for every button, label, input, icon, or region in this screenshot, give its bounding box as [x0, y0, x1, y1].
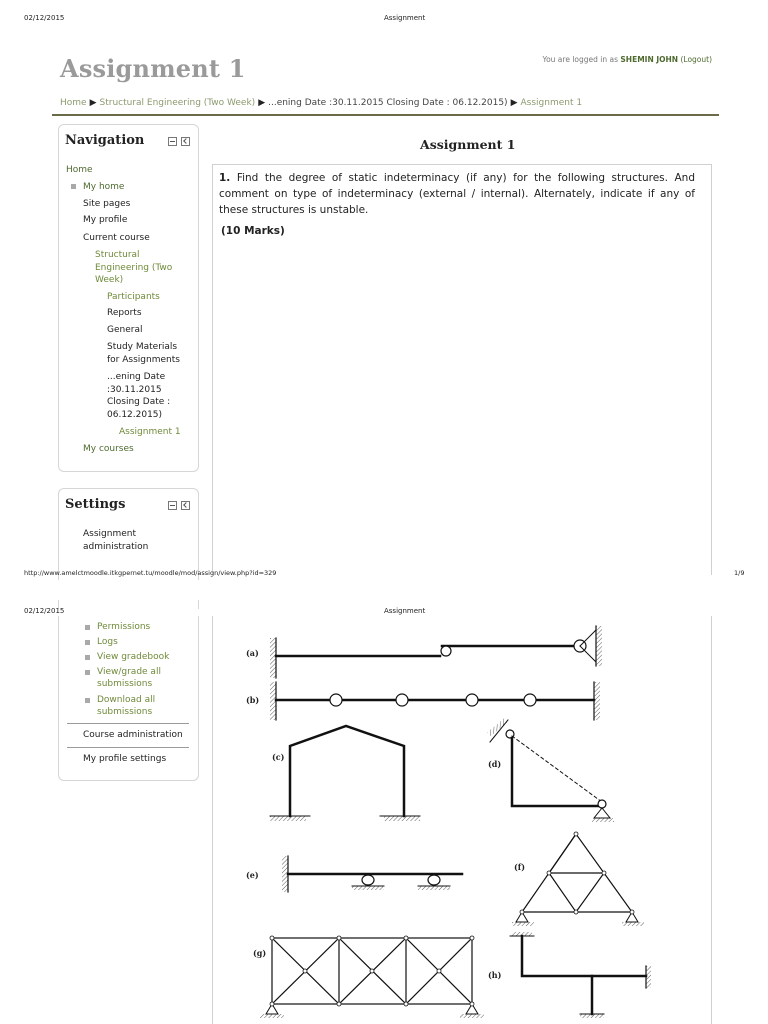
settings-view-grade-all-2[interactable]: submissions [97, 679, 153, 689]
settings-permissions[interactable]: Permissions [97, 622, 151, 632]
nav-section-4[interactable]: 06.12.2015) [107, 409, 163, 420]
breadcrumb-separator: ▶ [89, 98, 97, 108]
login-info [543, 55, 713, 64]
breadcrumb-course[interactable]: Structural Engineering (Two Week) [99, 98, 256, 108]
figure-label-f: (f) [514, 862, 526, 872]
nav-section-2[interactable]: :30.11.2015 [107, 384, 162, 395]
settings-assignment-admin-1[interactable]: Assignment [83, 529, 136, 539]
bullet-icon [85, 698, 90, 703]
print-title: Assignment [384, 14, 426, 22]
minimize-icon[interactable] [168, 501, 177, 510]
structure-a [270, 626, 602, 678]
question-text [219, 170, 695, 218]
navigation-block [58, 124, 199, 472]
footer-page: 1/9 [734, 569, 745, 577]
nav-my-profile[interactable]: My profile [83, 215, 128, 225]
nav-assignment[interactable]: Assignment 1 [119, 427, 181, 437]
settings-title: Settings [65, 497, 126, 512]
dock-icon[interactable] [181, 137, 190, 146]
structures-figure [212, 616, 710, 1024]
structure-b [270, 682, 600, 720]
minimize-icon[interactable] [168, 137, 177, 146]
nav-site-pages[interactable]: Site pages [83, 199, 131, 209]
nav-study-materials-2[interactable]: for Assignments [107, 355, 180, 365]
nav-my-courses[interactable]: My courses [83, 444, 134, 454]
question-body: Find the degree of static indeterminacy (if any) for the following structures. And comment on type of indeterminacy (external / internal). Alternately, indicate if any of these structures is unstable. [219, 172, 695, 216]
user-link[interactable]: SHEMIN JOHN [620, 55, 679, 64]
figure-label-d: (d) [488, 759, 502, 769]
bullet-icon [85, 655, 90, 660]
structure-c [270, 726, 420, 821]
nav-reports[interactable]: Reports [107, 308, 142, 318]
nav-course-name-2[interactable]: Engineering (Two [95, 262, 173, 273]
nav-my-home[interactable]: My home [83, 182, 125, 192]
breadcrumb-separator: ▶ [258, 98, 266, 108]
breadcrumb-home[interactable]: Home [60, 98, 87, 108]
settings-course-admin[interactable]: Course administration [83, 730, 183, 740]
settings-view-gradebook[interactable]: View gradebook [97, 652, 170, 662]
footer-url: http://www.amelctmoodle.itkgpernet.tu/moodle/mod/assign/view.php?id=329 [24, 569, 277, 577]
settings-assignment-admin-2[interactable]: administration [83, 541, 149, 552]
divider [67, 723, 189, 724]
divider [67, 747, 189, 748]
print-date-2: 02/12/2015 [24, 607, 65, 615]
page-title: Assignment 1 [60, 54, 246, 83]
settings-profile-settings[interactable]: My profile settings [83, 754, 167, 764]
content-title: Assignment 1 [420, 137, 516, 152]
figure-label-b: (b) [246, 695, 260, 705]
bullet-icon [85, 640, 90, 645]
dock-icon[interactable] [181, 501, 190, 510]
figure-label-h: (h) [488, 970, 502, 980]
settings-view-grade-all-1[interactable]: View/grade all [97, 667, 161, 677]
nav-course-name-3[interactable]: Week) [95, 275, 124, 285]
breadcrumb [60, 98, 582, 108]
settings-block-continued [58, 616, 199, 781]
logout-link[interactable]: (Logout) [680, 55, 712, 64]
figure-label-c: (c) [272, 752, 285, 762]
nav-section-3[interactable]: Closing Date : [107, 397, 171, 407]
navigation-title: Navigation [65, 133, 145, 148]
settings-logs[interactable]: Logs [97, 637, 118, 647]
question-box [212, 164, 712, 575]
nav-course-name-1[interactable]: Structural [95, 250, 140, 260]
structure-g [260, 936, 484, 1018]
print-title-2: Assignment [384, 607, 426, 615]
settings-download-all-2[interactable]: submissions [97, 707, 153, 717]
bullet-icon [71, 184, 76, 189]
nav-study-materials-1[interactable]: Study Materials [107, 342, 178, 352]
login-prefix: You are logged in as [542, 55, 619, 64]
header-rule [52, 114, 719, 116]
figure-label-a: (a) [246, 648, 259, 658]
figure-label-g: (g) [253, 948, 267, 958]
bullet-icon [85, 670, 90, 675]
nav-current-course[interactable]: Current course [83, 233, 150, 243]
question-number: 1. [219, 172, 231, 184]
structure-d [487, 718, 614, 822]
nav-general[interactable]: General [107, 325, 143, 335]
structure-h [510, 932, 651, 1018]
print-date: 02/12/2015 [24, 14, 65, 22]
settings-download-all-1[interactable]: Download all [97, 695, 156, 705]
breadcrumb-separator: ▶ [510, 98, 518, 108]
page-break [0, 580, 768, 600]
bullet-icon [85, 625, 90, 630]
nav-home[interactable]: Home [66, 165, 93, 175]
figure-label-e: (e) [246, 870, 259, 880]
marks: (10 Marks) [221, 225, 285, 237]
nav-participants[interactable]: Participants [107, 292, 160, 302]
nav-section-1[interactable]: ...ening Date [107, 372, 166, 382]
structure-e [282, 856, 462, 892]
breadcrumb-section[interactable]: ...ening Date :30.11.2015 Closing Date : 06.12.2015) [268, 98, 508, 108]
breadcrumb-current[interactable]: Assignment 1 [520, 98, 583, 108]
structure-f [512, 832, 644, 926]
